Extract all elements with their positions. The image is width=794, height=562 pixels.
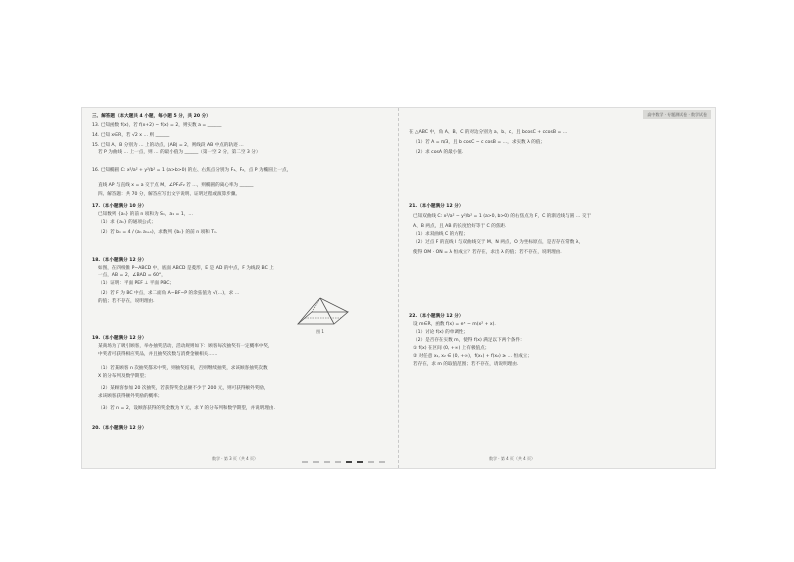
question-17-title: 17.（本小题满分 10 分） <box>92 204 147 209</box>
question-21-stem-1: 已知双曲线 C: x²/a² − y²/b² = 1 (a>0, b>0) 的右焦点为 F，C 的渐近线与圆 … 交于 <box>413 214 592 219</box>
header-strip: 高中数学 · 专题测试卷 · 数学试卷 <box>643 110 711 119</box>
question-18-stem-1: 如图，在四棱锥 P−ABCD 中，底面 ABCD 是菱形，E 是 AD 的中点，F 为线段 BC 上 <box>98 266 274 271</box>
question-19-part-2-cont: 求该顾客获得额外奖励的概率； <box>98 394 163 399</box>
question-18-title: 18.（本小题满分 12 分） <box>92 258 147 263</box>
figure-label: 图 1 <box>316 329 324 334</box>
question-15-line-1: 15. 已知 A、B 分别为 … 上的动点，|AB| = 2，则线段 AB 中点的轨迹 … <box>92 143 244 148</box>
question-21-part-2: （2）过点 F 的直线 l 与双曲线交于 M、N 两点，O 为坐标原点，是否存在常数 λ， <box>413 240 584 245</box>
question-20-stem: 在 △ABC 中，角 A、B、C 的对边分别为 a、b、c，且 bcosC + ccosB = … <box>409 130 568 135</box>
question-22-stem: 设 m∈R，函数 f(x) = eˣ − m(x² + x). <box>413 322 496 327</box>
right-page-footer: 数学 · 第 4 页（共 4 页） <box>489 456 535 461</box>
section3-title: 三、解答题（本大题共 4 小题，每小题 5 分，共 20 分） <box>92 114 211 119</box>
progress-step <box>368 461 374 464</box>
question-17-part-1: （1）求 {aₙ} 的通项公式； <box>98 220 156 225</box>
question-22-part-1: （1）讨论 f(x) 的单调性； <box>413 330 469 335</box>
question-16-line-1: 16. 已知椭圆 C: x²/a² + y²/b² = 1 (a>b>0) 的左、右焦点分别为 F₁、F₂，点 P 为椭圆上一点， <box>92 168 292 173</box>
progress-step <box>302 461 308 464</box>
question-22-title: 22.（本小题满分 12 分） <box>409 314 464 319</box>
pyramid-figure <box>290 294 360 336</box>
question-21-stem-2: A、B 两点，且 AB 的长度恰好等于 C 的焦距. <box>413 224 507 229</box>
left-page <box>82 108 399 468</box>
question-21-part-1: （1）求双曲线 C 的方程； <box>413 232 468 237</box>
question-18-part-2: （2）若 F 为 BC 中点，求二面角 A−BF−P 的余弦值为 √(…)，求 … <box>98 291 240 296</box>
progress-step <box>346 461 352 464</box>
question-20-part-2: （2）求 cosA 的最小值. <box>413 150 464 155</box>
question-13: 13. 已知函数 f(x)，若 f(x+2) − f(x) = 2，则实数 a = ______ <box>92 123 222 128</box>
question-14: 14. 已知 x∈R，若 √2 x … 则 ______ <box>92 133 170 138</box>
question-19-part-1: （1）若某顾客 n 次抽奖都未中奖，则抽奖结束，否则继续抽奖，求该顾客抽奖次数 <box>98 366 268 371</box>
question-19-stem-1: 某商场为了吸引顾客，举办抽奖活动，活动规则如下：顾客每次抽奖有一定概率中奖， <box>98 344 273 349</box>
right-page <box>399 108 715 468</box>
question-22-part-2: （2）是否存在实数 m，使得 f(x) 满足以下两个条件： <box>413 338 525 343</box>
question-16-line-2: 直线 AP 与直线 x = a 交于点 M，∠PF₁F₂ 若 …，则椭圆的离心率为 ______ <box>98 183 254 188</box>
progress-step <box>379 461 385 464</box>
question-18-part-2-cont: 的值；若不存在，说明理由. <box>98 299 155 304</box>
progress-step <box>335 461 341 464</box>
question-17-part-2: （2）若 bₙ = 4 / (aₙ aₙ₊₁)，求数列 {bₙ} 的前 n 项和 Tₙ. <box>98 230 218 235</box>
question-22-conclusion: 若存在，求 m 的取值范围；若不存在，请说明理由. <box>413 362 519 367</box>
progress-step <box>313 461 319 464</box>
question-20-part-1: （1）若 A = π/3，且 b cosC − c cosB = …，求实数 λ 的值； <box>413 140 546 145</box>
section4-note: 四、解答题：共 70 分，解答应写出文字说明、证明过程或演算步骤。 <box>98 192 240 197</box>
left-page-footer: 数学 · 第 3 页（共 4 页） <box>212 456 258 461</box>
question-22-condition-1: ① f(x) 在区间 (0, +∞) 上有极值点； <box>413 346 490 351</box>
question-19-part-3: （3）若 n = 2，设顾客获得的奖金数为 Y 元，求 Y 的分布列和数学期望，并说明理由. <box>98 406 275 411</box>
question-18-stem-2: 一点，AB = 2，∠BAD = 60°， <box>98 273 166 278</box>
question-19-part-1-cont: X 的分布列及数学期望； <box>98 374 149 379</box>
question-19-stem-2: 中奖者可获得相应奖品，并且抽奖次数与消费金额相关…… <box>98 352 218 357</box>
question-20-title-left: 20.（本小题满分 12 分） <box>92 426 147 431</box>
question-21-part-2-cont: 使得 OM · ON = λ 恒成立？若存在，求出 λ 的值；若不存在，说明理由. <box>413 250 562 255</box>
question-18-part-1: （1）证明：平面 PEF ⊥ 平面 PBC； <box>98 281 175 286</box>
question-19-part-2: （2）某顾客参加 20 次抽奖，若获得奖金总额不少于 200 元，则可获得额外奖励， <box>98 386 269 391</box>
progress-step <box>357 461 363 464</box>
progress-step <box>324 461 330 464</box>
question-19-title: 19.（本小题满分 12 分） <box>92 336 147 341</box>
question-15-line-2: 若 P 为曲线 … 上一点，则 … 的最小值为 ______（第一空 2 分，第二空 3 分） <box>98 150 261 155</box>
page-progress-indicator <box>302 461 385 464</box>
question-21-title: 21.（本小题满分 12 分） <box>409 204 464 209</box>
question-17-stem: 已知数列 {aₙ} 的前 n 项和为 Sₙ，a₁ = 1，… <box>98 212 193 217</box>
exam-sheet <box>82 108 715 468</box>
question-22-condition-2: ② 对任意 x₁, x₂ ∈ (0, +∞)，f(x₁) + f(x₂) ≥ … 恒成立； <box>413 354 532 359</box>
